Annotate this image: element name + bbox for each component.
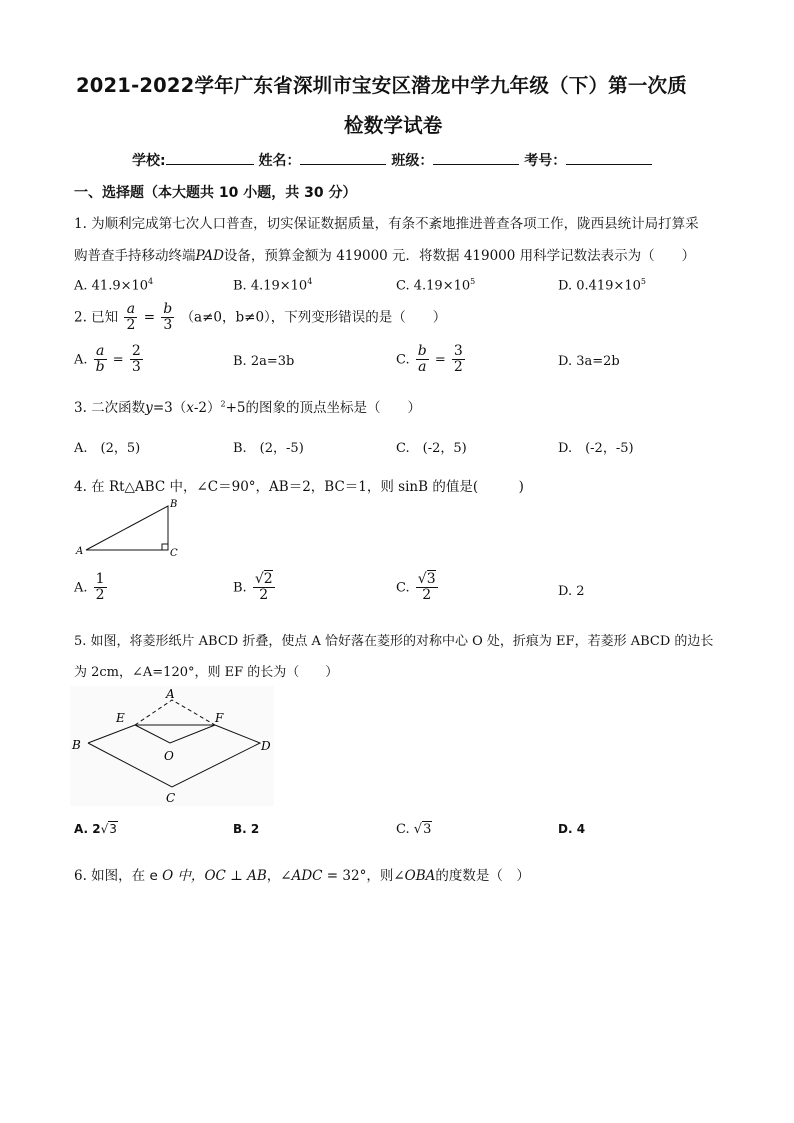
q5-label-b: B	[72, 738, 81, 752]
q4-label-c: C	[170, 548, 178, 558]
q3-option-d[interactable]: D. (-2，-5)	[558, 441, 634, 456]
q5-rhombus-figure	[70, 686, 274, 806]
q4-triangle-figure	[72, 494, 192, 558]
class-blank[interactable]	[433, 150, 519, 165]
q3-option-b[interactable]: B. (2，-5)	[233, 441, 304, 456]
q2-option-a[interactable]: A. $\frac{a}{b}$ = $\frac{2}{3}$	[74, 343, 141, 376]
q2-frac1: $\frac{a}{2}$	[126, 301, 136, 334]
school-blank[interactable]	[166, 150, 254, 165]
q4-option-b[interactable]: B. $\frac{√2}{2}$	[233, 571, 273, 604]
q5-option-b[interactable]: B. 2	[233, 822, 260, 836]
q5-option-d[interactable]: D. 4	[558, 822, 586, 836]
q4-option-d[interactable]: D. 2	[558, 584, 585, 599]
q2-option-d[interactable]: D. 3a=2b	[558, 354, 620, 369]
exam-no-label: 考号：	[524, 153, 567, 169]
q1-option-c[interactable]: C. $4.19\times 10^5$	[396, 277, 476, 294]
student-info-line	[132, 150, 652, 170]
q5-label-e: E	[116, 711, 125, 725]
q2-stem: 2. 已知 $\frac{a}{2}$ = $\frac{b}{3}$ （a≠0，b≠0），下列变形错误的是（ ）	[74, 301, 447, 334]
q5-label-a: A	[166, 687, 175, 701]
q5-line1: 5. 如图，将菱形纸片 ABCD 折叠，使点 A 恰好落在菱形的对称中心 O 处，折痕为 EF，若菱形 ABCD 的边长	[74, 634, 714, 649]
q5-line2: 为 2cm，∠A=120°，则 EF 的长为（ ）	[74, 665, 339, 680]
q4-label-b: B	[170, 499, 178, 510]
exam-no-blank[interactable]	[566, 150, 652, 165]
q5-label-c: C	[166, 791, 176, 805]
page-title-line1: 2021-2022学年广东省深圳市宝安区潜龙中学九年级（下）第一次质	[76, 74, 687, 97]
q6-stem: 6. 如图，在 e O 中，OC ⊥ AB，∠ADC = 32°，则∠OBA的度数是（ ）	[74, 868, 530, 884]
name-blank[interactable]	[300, 150, 386, 165]
q2-option-b[interactable]: B. 2a=3b	[233, 354, 295, 369]
q4-label-a: A	[76, 546, 84, 557]
q1-option-a[interactable]: A. $41.9\times 10^4$	[74, 277, 154, 294]
page-title-line2: 检数学试卷	[344, 114, 443, 137]
q2-option-c[interactable]: C. $\frac{b}{a}$ = $\frac{3}{2}$	[396, 343, 463, 376]
q3-stem: 3. 二次函数$y=3(x-2)^2+5$的图象的顶点坐标是（ ）	[74, 399, 421, 416]
q1-option-d[interactable]: D. $0.419\times 10^5$	[558, 277, 646, 294]
q5-option-a[interactable]: A. 2√3	[74, 822, 117, 836]
q4-stem: 4. 在 Rt△ABC 中，∠C＝90°，AB＝2，BC＝1，则 sinB 的值是( )	[74, 479, 524, 495]
q1-pad: PAD	[195, 248, 224, 264]
section-heading: 一、选择题（本大题共 10 小题，共 30 分）	[74, 185, 357, 201]
q1-line2-b: 设备，预算金额为 419000 元．将数据 419000 用科学记数法表示为（ ）	[223, 248, 696, 264]
class-label: 班级：	[391, 153, 434, 169]
q5-label-f: F	[215, 711, 224, 725]
school-label: 学校:	[132, 153, 166, 169]
q5-option-c[interactable]: C. √3	[396, 822, 432, 837]
q4-option-c[interactable]: C. $\frac{√3}{2}$	[396, 571, 436, 604]
q3-option-c[interactable]: C. (-2，5)	[396, 441, 467, 456]
q1-line1: 1. 为顺利完成第七次人口普查，切实保证数据质量，有条不紊地推进普查各项工作，陇西县统计局打算采	[74, 216, 699, 232]
circle-symbol: e	[149, 868, 158, 884]
q5-label-o: O	[164, 749, 174, 763]
q1-line2-a: 购普查手持移动终端	[74, 248, 196, 264]
name-label: 姓名：	[258, 153, 301, 169]
q4-option-a[interactable]: A. $\frac{1}{2}$	[74, 571, 105, 604]
q5-label-d: D	[261, 739, 271, 753]
q1-option-b[interactable]: B. $4.19\times 10^4$	[233, 277, 313, 294]
q3-option-a[interactable]: A. (2，5)	[74, 441, 141, 456]
q1-line2	[74, 244, 695, 264]
q2-frac2: $\frac{b}{3}$	[163, 301, 173, 334]
